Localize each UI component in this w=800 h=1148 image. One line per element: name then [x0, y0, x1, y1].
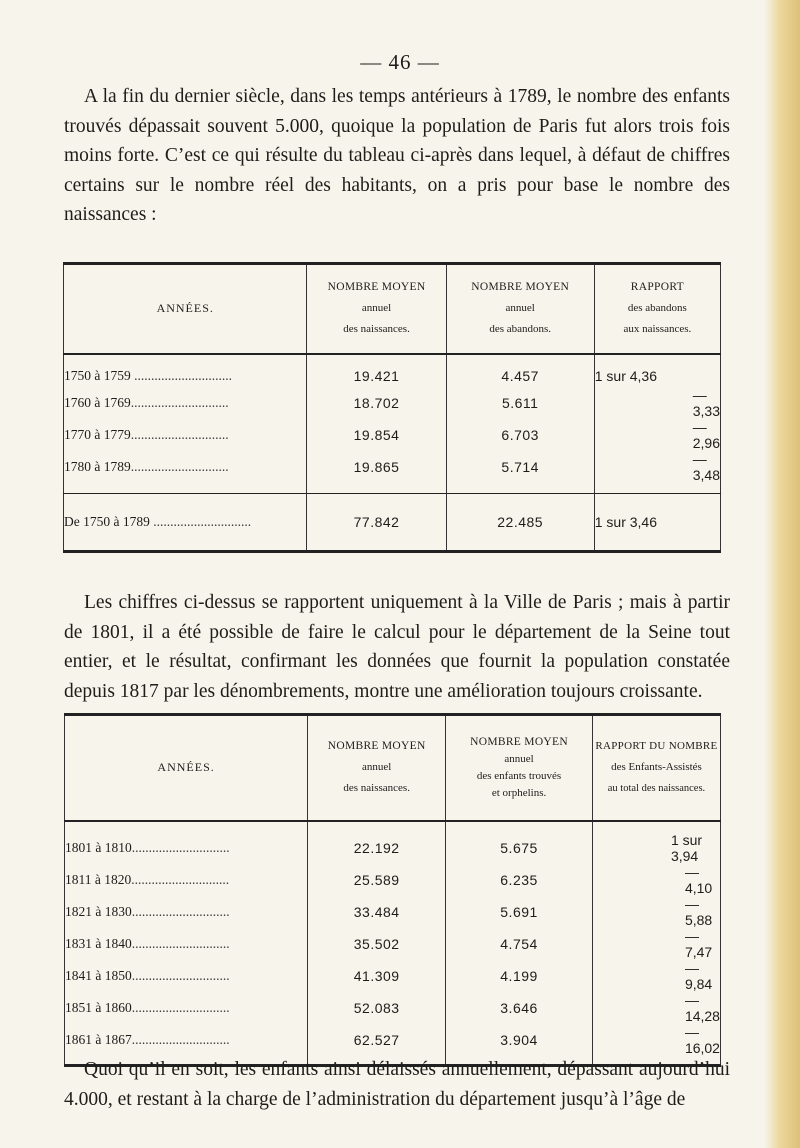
header-years: ANNÉES.: [64, 264, 307, 354]
page-edge-discoloration: [764, 0, 800, 1148]
table-row: 1770 à 1779............................. 19.854 6.703 — 2,96: [64, 418, 720, 451]
header-ratio: RAPPORT des abandons aux naissances.: [594, 264, 720, 354]
table-row: 1760 à 1769............................. 18.702 5.611 — 3,33: [64, 386, 720, 419]
table-row: 1851 à 1860............................. 52.083 3.646 — 14,28: [65, 991, 720, 1024]
table-row: 1750 à 1759 ............................. 19.421 4.457 1 sur 4,36: [64, 354, 721, 387]
table-row: 1780 à 1789............................. 19.865 5.714 — 3,48: [64, 451, 721, 494]
page-number: — 46 —: [360, 50, 440, 74]
table-row: 1821 à 1830............................. 33.484 5.691 — 5,88: [65, 896, 721, 928]
table-enfants-assistes-1801-1867: [64, 713, 721, 1067]
header-years: ANNÉES.: [65, 715, 308, 821]
header-births: NOMBRE MOYEN annuel des naissances.: [307, 264, 446, 354]
paragraph-conclusion: Quoi qu’il en soit, les enfants ainsi délaissés annuellement, dépassant aujourd’hui 4.000, et restant à la charge de l’administration du département jusqu’à l’âge de: [64, 1059, 730, 1110]
table-row: 1861 à 1867............................. 62.527 3.904 — 16,02: [65, 1024, 721, 1066]
header-ratio: RAPPORT DU NOMBRE des Enfants-Assistés au total des naissances.: [592, 715, 720, 821]
table-abandons-1750-1789: [63, 262, 721, 553]
header-births: NOMBRE MOYEN annuel des naissances.: [308, 715, 446, 821]
table-row: 1801 à 1810............................. 22.192 5.675 1 sur 3,94: [65, 821, 721, 864]
table-row: 1831 à 1840............................. 35.502 4.754 — 7,47: [65, 928, 721, 960]
table-row: 1841 à 1850............................. 41.309 4.199 — 9,84: [65, 960, 721, 992]
table-total-row: De 1750 à 1789 ............................. 77.842 22.485 1 sur 3,46: [64, 493, 721, 551]
paragraph-seine: Les chiffres ci-dessus se rapportent uniquement à la Ville de Paris ; mais à partir de 1801, il a été possible de faire le calcul pour le département de la Seine tout entier, et le résultat, confirmant les données que fournit la population constatée depuis 1817 par les dénombrements, montre une amélioration toujours croissante.: [64, 592, 730, 702]
paragraph-intro: A la fin du dernier siècle, dans les temps antérieurs à 1789, le nombre des enfants trouvés dépassait souvent 5.000, quoique la population de Paris fut alors trois fois moins forte. C’est ce qui résulte du tableau ci-après dans lequel, à défaut de chiffres certains sur le nombre réel des habitants, on a pris pour base le nombre des naissances :: [64, 86, 730, 225]
table-row: 1811 à 1820............................. 25.589 6.235 — 4,10: [65, 864, 721, 896]
header-abandons: NOMBRE MOYEN annuel des abandons.: [446, 264, 594, 354]
header-foundlings: NOMBRE MOYEN annuel des enfants trouvés et orphelins.: [446, 715, 593, 821]
